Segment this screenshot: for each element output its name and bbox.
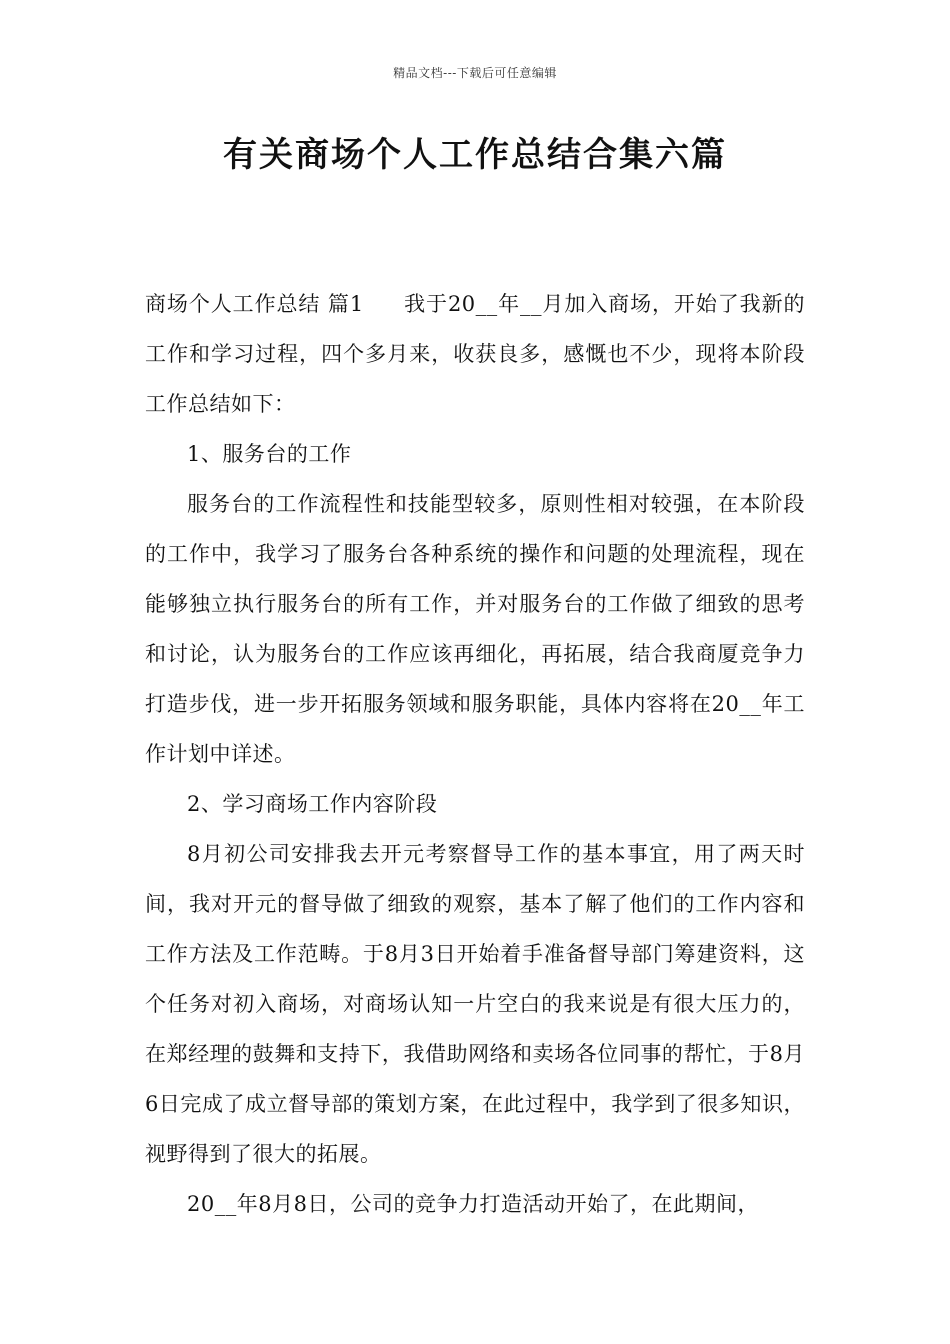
paragraph-learning-stage: 8月初公司安排我去开元考察督导工作的基本事宜，用了两天时间，我对开元的督导做了细致的观察，基本了解了他们的工作内容和工作方法及工作范畴。于8月3日开始着手准备督导部门筹建资料，这个任务对初入商场，对商场认知一片空白的我来说是有很大压力的，在郑经理的鼓舞和支持下，我借助网络和卖场各位同事的帮忙，于8月6日完成了成立督导部的策划方案，在此过程中，我学到了很多知识，视野得到了很大的拓展。 <box>145 842 805 1166</box>
paragraph-competitiveness: 20__年8月8日，公司的竞争力打造活动开始了，在此期间， <box>187 1192 759 1216</box>
document-title: 有关商场个人工作总结合集六篇 <box>223 135 727 175</box>
header-note: 精品文档---下载后可任意编辑 <box>393 66 557 80</box>
section-intro-text: 我于20__年__月加入商场，开始了我新的工作和学习过程，四个多月来，收获良多，感慨也不少，现将本阶段工作总结如下： <box>145 292 805 416</box>
section-label: 商场个人工作总结 篇1 <box>145 292 364 316</box>
paragraph-service-desk: 服务台的工作流程性和技能型较多，原则性相对较强，在本阶段的工作中，我学习了服务台各种系统的操作和问题的处理流程，现在能够独立执行服务台的所有工作，并对服务台的工作做了细致的思考和讨论，认为服务台的工作应该再细化，再拓展，结合我商厦竞争力打造步伐，进一步开拓服务领域和服务职能，具体内容将在20__年工作计划中详述。 <box>145 492 805 766</box>
heading-service-desk: 1、服务台的工作 <box>187 442 352 466</box>
heading-learning-stage: 2、学习商场工作内容阶段 <box>187 792 438 816</box>
section-intro-paragraph <box>145 279 805 429</box>
document-body <box>145 279 805 1229</box>
